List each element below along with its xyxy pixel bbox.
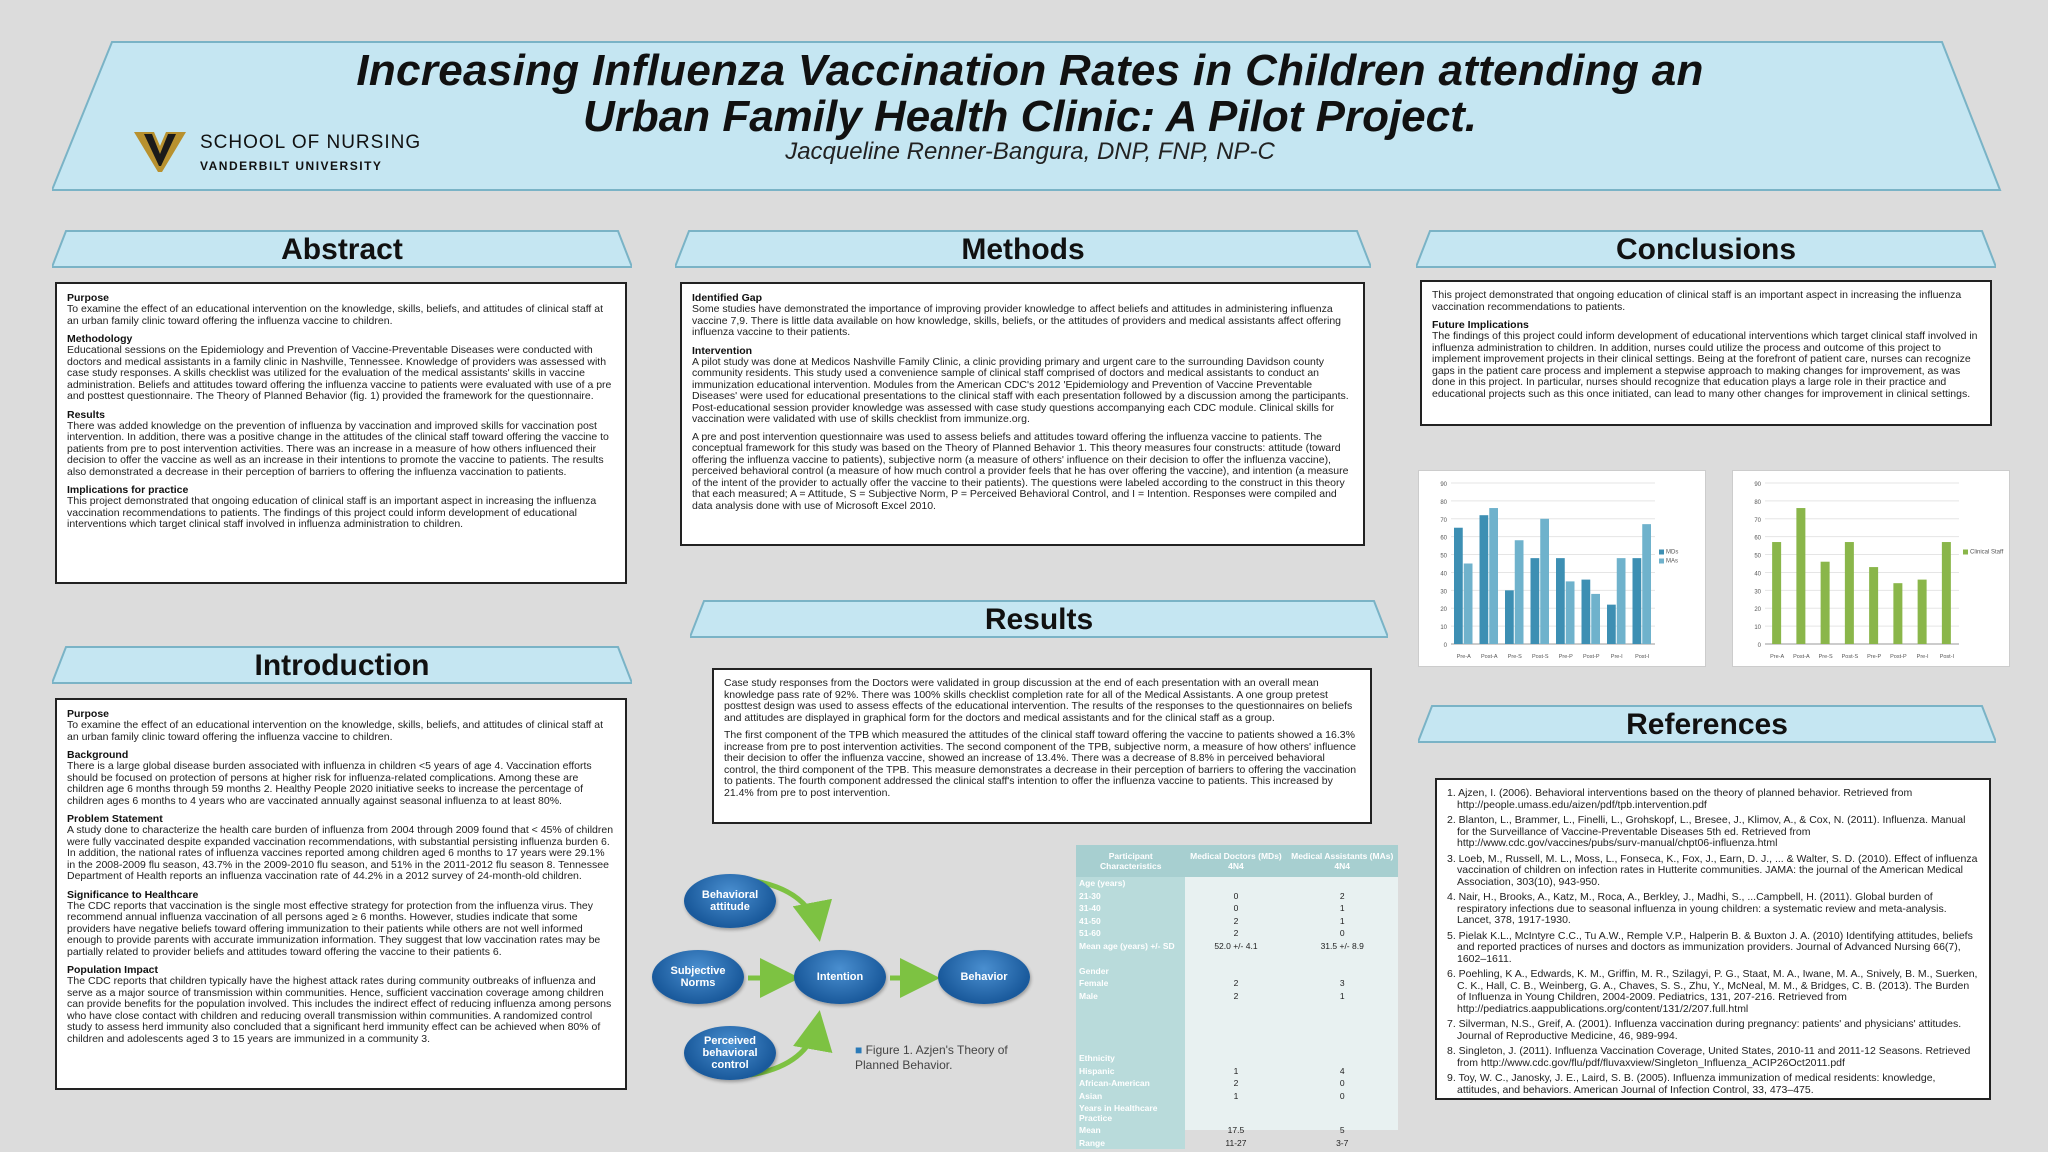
results-box xyxy=(712,668,1372,824)
abstract-implications-heading: Implications for practice xyxy=(67,484,189,496)
intro-significance-heading: Significance to Healthcare xyxy=(67,888,199,901)
table-cell: Ethnicity xyxy=(1076,1052,1185,1065)
y-tick-label: 20 xyxy=(1440,607,1447,614)
table-cell: 4 xyxy=(1339,1065,1345,1076)
table-cell: Female xyxy=(1076,977,1185,990)
bar xyxy=(1566,581,1575,644)
x-tick-label: Post-S xyxy=(1531,654,1549,660)
conclusions-paragraph: This project demonstrated that ongoing education of clinical staff is an important aspect in increasing the influenza vaccination recommendations to patients. xyxy=(1432,289,1962,313)
table-cell: 0 xyxy=(1233,903,1239,914)
table-cell: Range xyxy=(1076,1137,1185,1150)
y-tick-label: 80 xyxy=(1754,499,1761,506)
figure-caption xyxy=(855,1043,1055,1073)
table-cell: 1 xyxy=(1339,990,1345,1001)
table-header: Medical Doctors (MDs) 4N4 xyxy=(1185,845,1286,877)
table-row xyxy=(1076,1077,1398,1090)
x-tick-label: Pre-I xyxy=(1916,654,1929,660)
table-cell xyxy=(1286,952,1398,965)
table-row xyxy=(1076,1137,1398,1150)
bar xyxy=(1918,580,1927,644)
intro-purpose-heading: Purpose xyxy=(67,708,110,720)
table-cell: Mean xyxy=(1076,1124,1185,1137)
y-tick-label: 40 xyxy=(1754,571,1761,578)
bar xyxy=(1821,562,1830,644)
abstract-results-heading: Results xyxy=(67,408,105,421)
school-name: SCHOOL OF NURSING xyxy=(200,132,422,153)
table-row xyxy=(1076,927,1398,940)
table-cell xyxy=(1185,965,1286,978)
bar xyxy=(1505,590,1514,644)
y-tick-label: 60 xyxy=(1440,535,1447,542)
abstract-heading: Abstract xyxy=(281,233,403,266)
x-tick-label: Post-P xyxy=(1582,654,1600,660)
table-cell: 3 xyxy=(1339,978,1345,989)
y-tick-label: 90 xyxy=(1440,482,1447,488)
abstract-purpose-text: To examine the effect of an educational intervention on the knowledge, skills, beliefs, and attitudes of clinical staff at an urban family clinic toward offering the influenza vaccine to children. xyxy=(67,303,604,327)
y-tick-label: 70 xyxy=(1440,517,1447,524)
introduction-heading-banner xyxy=(52,646,632,684)
caption-bullet-icon: ■ xyxy=(855,1043,866,1057)
table-cell xyxy=(1185,1040,1286,1053)
intro-population-text: The CDC reports that children typically have the highest attack rates during community outbreaks of influenza and serve as a major source of transmission within communities. Hence, sufficient vaccination coverage among children can provide benefits for the population involved. This includes the indirect effect of reducing influenza among persons who have close contact with children and reducing overall transmission within communities. A randomized control study to assess herd immunity also concluded that a significant herd immunity effect can be achieved when 80% of children and adolescents aged 3 to 15 years are immunized in a community 3. xyxy=(67,975,612,1045)
conclusions-future-text: The findings of this project could inform development of educational interventions which target clinical staff involved in influenza administration to children. In addition, nurses could utilize the process and outcome of this project to implement improvement projects in their clinical settings. Being at the forefront of patient care, nurses can recognize gaps in the patient care process and implement a stepwise approach to making changes for improvement, as was done in this project. In particular, nurses should recognize that education plays a large role in their practice and educational projects such as this once initiated, can lead to many other changes for improvement in clinical settings. xyxy=(1432,330,1978,400)
bar xyxy=(1531,558,1540,644)
reference-item: 9. Toy, W. C., Janosky, J. E., Laird, S. B. (2005). Influenza immunization of medical residents: knowledge, attitudes, and behaviors. American Journal of Infection Control, 33, 473–475. xyxy=(1447,1072,1936,1096)
poster-title-line1: Increasing Influenza Vaccination Rates in Children attending an xyxy=(356,46,1704,95)
y-tick-label: 80 xyxy=(1440,499,1447,506)
chart-mds-mas-svg xyxy=(1419,471,1705,666)
table-cell xyxy=(1076,1002,1185,1015)
reference-item: 7. Silverman, N.S., Greif, A. (2001). Influenza vaccination during pregnancy: patients' and physicians' attitudes. Journal of Reproductive Medicine, 46, 989-994. xyxy=(1447,1018,1962,1042)
results-paragraph-2: The first component of the TPB which measured the attitudes of the clinical staff toward offering the vaccine to patients showed a 16.3% increase from pre to post intervention activities. The second component of the TPB, subjective norm, a measure of how others' influence their decision to offer the influenza vaccine, showed an increase of 13.4%. There was a decrease of 8.8% in perceived behavioral control, the third component of the TPB. This measure demonstrates a decrease in their perception of barriers to offering the vaccination to patients. The fourth component addressed the clinical staff's intention to offer the influenza vaccine to patients. This increased by 21.4% from pre to post intervention. xyxy=(724,729,1357,799)
bar xyxy=(1642,524,1651,644)
intro-population-heading: Population Impact xyxy=(67,964,159,976)
table-row xyxy=(1076,1040,1398,1053)
table-cell xyxy=(1076,952,1185,965)
abstract-results-text: There was added knowledge on the prevention of influenza by vaccination and improved skills for vaccination post intervention. In addition, there was a positive change in the attitudes of the clinical staff toward offering the vaccine to patients from pre to post intervention activities. There was an increase in a measure of how others influenced their decision to offer the vaccine as well as an increase in their intentions to promote the vaccine to patients. The results also demonstrated a decrease in their perception of barriers to offering the influenza vaccination to patients. xyxy=(67,419,609,478)
table-cell: Gender xyxy=(1076,965,1185,978)
abstract-purpose-heading: Purpose xyxy=(67,292,110,304)
bar xyxy=(1617,558,1626,644)
bar xyxy=(1942,542,1951,644)
abstract-methodology-heading: Methodology xyxy=(67,333,133,345)
chart-clinical-staff-svg xyxy=(1733,471,2009,666)
table-cell: 1 xyxy=(1339,915,1345,926)
table-cell: Years in Healthcare Practice xyxy=(1076,1102,1185,1124)
methods-gap-text: Some studies have demonstrated the importance of improving provider knowledge to affect beliefs and attitudes in administering influenza vaccine 7,9. There is little data available on how knowledge, skills, beliefs, or the attitudes of providers and medical assistants affect offering influenza vaccine to their patients. xyxy=(692,303,1342,338)
table-cell xyxy=(1286,1052,1398,1065)
bar xyxy=(1480,515,1489,644)
references-heading: References xyxy=(1626,708,1788,741)
table-cell: 5 xyxy=(1339,1125,1345,1136)
figure-caption-text: Figure 1. Azjen's Theory of Planned Behavior. xyxy=(855,1043,1008,1072)
reference-item: 1. Ajzen, I. (2006). Behavioral interventions based on the theory of planned behavior. Retrieved from http://people.umass.edu/aizen/pdf/tpb.intervention.pdf xyxy=(1447,787,1913,811)
reference-item: 6. Poehling, K A., Edwards, K. M., Griffin, M. R., Szilagyi, P. G., Staat, M. A., Iwane, M. A., Snively, B. M., Suerken, C. K., Hall, C. B., Weinberg, G. A., Chaves, S. S., Zhu, Y., McNeal, M. M., & Bridges, C. B. (2013). The Burden of Influenza in Young Children, 2004-2009. Pediatrics, 131, 207-216. Retrieved from http://pediatrics.aappublications.org/content/131/2/207.full.html xyxy=(1447,968,1978,1015)
conclusions-future-heading: Future Implications xyxy=(1432,319,1529,331)
bar xyxy=(1772,542,1781,644)
table-cell: 0 xyxy=(1339,1078,1345,1089)
table-cell: 2 xyxy=(1233,928,1239,939)
conclusions-box xyxy=(1420,280,1992,426)
y-tick-label: 90 xyxy=(1754,482,1761,488)
reference-item: 5. Pielak K.L., McIntyre C.C., Tu A.W., Remple V.P., Halperin B. & Buxton J. A. (2010) Identifying attitudes, beliefs and reported practices of nurses and doctors as immunization providers. Journal of Advanced Nursing 66(7), 1602–1611. xyxy=(1447,929,1973,965)
references-heading-banner xyxy=(1418,705,1996,743)
y-tick-label: 50 xyxy=(1754,553,1761,560)
poster-title-line2: Urban Family Health Clinic: A Pilot Project. xyxy=(582,92,1477,141)
reference-item: 2. Blanton, L., Brammer, L., Finelli, L., Grohskopf, L., Bresee, J., Klimov, A., & Cox, N. (2011). Influenza. Manual for the Surveillance of Vaccine-Preventable Diseases 5th ed. Retrieved from http://www.cdc.gov/vaccines/pubs/surv-manual/chpt06-influenza.html xyxy=(1447,814,1966,849)
table-cell xyxy=(1286,1002,1398,1015)
reference-item: 8. Singleton, J. (2011). Influenza Vaccination Coverage, United States, 2010-11 and 2011-12 Seasons. Retrieved from http://www.cdc.gov/flu/pdf/fluvaxview/Singleton_Influenza_ACIP26Oct2011.pdf xyxy=(1447,1045,1971,1069)
table-row xyxy=(1076,990,1398,1003)
methods-heading: Methods xyxy=(961,233,1085,266)
conclusions-heading-banner xyxy=(1416,230,1996,268)
y-tick-label: 10 xyxy=(1754,625,1761,632)
table-cell xyxy=(1286,1015,1398,1028)
y-tick-label: 50 xyxy=(1440,553,1447,560)
table-cell: 1 xyxy=(1233,1090,1239,1101)
reference-item: 4. Nair, H., Brooks, A., Katz, M., Roca, A., Berkley, J., Madhi, S., ...Campbell, H. (2011). Global burden of respiratory infections due to seasonal influenza in young children: a systematic review and meta-analysis. Lancet, 378, 1917-1930. xyxy=(1447,891,1947,926)
bar xyxy=(1556,558,1565,644)
methods-heading-banner xyxy=(675,230,1371,268)
bar xyxy=(1454,528,1463,644)
table-cell: Mean age (years) +/- SD xyxy=(1076,940,1185,953)
table-row xyxy=(1076,902,1398,915)
x-tick-label: Post-A xyxy=(1793,654,1810,660)
table-cell: 11-27 xyxy=(1225,1137,1247,1148)
legend-label: Clinical Staff xyxy=(1970,549,2004,556)
table-cell: 0 xyxy=(1233,890,1239,901)
participant-table-grid xyxy=(1076,845,1398,1149)
y-tick-label: 70 xyxy=(1754,517,1761,524)
legend-swatch xyxy=(1659,550,1664,555)
y-tick-label: 10 xyxy=(1440,625,1447,632)
table-header: Medical Assistants (MAs) 4N4 xyxy=(1286,845,1398,877)
table-cell xyxy=(1286,1027,1398,1040)
bar xyxy=(1796,508,1805,644)
table-cell: African-American xyxy=(1076,1077,1185,1090)
chart-clinical-staff xyxy=(1732,470,2010,667)
table-cell: 2 xyxy=(1339,890,1345,901)
abstract-box xyxy=(55,282,627,584)
table-cell xyxy=(1185,952,1286,965)
bar xyxy=(1489,508,1498,644)
university-name: VANDERBILT UNIVERSITY xyxy=(200,159,383,173)
bar xyxy=(1464,564,1473,645)
x-tick-label: Pre-I xyxy=(1610,654,1623,660)
abstract-methodology-text: Educational sessions on the Epidemiology and Prevention of Vaccine-Preventable Diseases were conducted with doctors and medical assistants in a family clinic in Nashville, Tennessee. Knowledge of providers was assessed with case study responses. A skills checklist was utilized for the evaluation of the medical assistants' skills in vaccine administration. Beliefs and attitudes toward offering the influenza vaccine to patients were evaluated with use of a pre and posttest questionnaire. The Theory of Planned Behavior (fig. 1) provided the framework for the questionnaire. xyxy=(67,344,612,402)
table-header: Participant Characteristics xyxy=(1076,845,1185,877)
table-cell: 3-7 xyxy=(1336,1137,1349,1148)
legend-swatch xyxy=(1963,550,1968,555)
table-row xyxy=(1076,877,1398,890)
table-row xyxy=(1076,1027,1398,1040)
table-cell: Asian xyxy=(1076,1090,1185,1103)
y-tick-label: 40 xyxy=(1440,571,1447,578)
conclusions-heading: Conclusions xyxy=(1615,233,1796,266)
bar xyxy=(1845,542,1854,644)
methods-intervention-heading: Intervention xyxy=(692,344,753,357)
table-cell: 2 xyxy=(1233,978,1239,989)
table-cell xyxy=(1185,1015,1286,1028)
legend-label: MDs xyxy=(1666,549,1679,556)
table-row xyxy=(1076,1002,1398,1015)
y-tick-label: 20 xyxy=(1754,607,1761,614)
poster-author: Jacqueline Renner-Bangura, DNP, FNP, NP-C xyxy=(785,138,1275,165)
table-cell: 17.5 xyxy=(1227,1125,1245,1136)
table-cell: Hispanic xyxy=(1076,1065,1185,1078)
table-cell: Age (years) xyxy=(1076,877,1185,890)
reference-item: 3. Loeb, M., Russell, M. L., Moss, L., Fonseca, K., Fox, J., Earn, D. J., ... & Walter, S. D. (2010). Effect of influenza vaccination of children on infection rates in Hutterite communities. JAMA: the journal of the American Medical Association, 303(10), 943-950. xyxy=(1447,852,1978,888)
tpb-node-perceived-control: Perceived behavioral control xyxy=(684,1026,776,1080)
table-cell: 0 xyxy=(1339,928,1345,939)
bar xyxy=(1633,558,1642,644)
x-tick-label: Post-S xyxy=(1841,654,1859,660)
table-cell xyxy=(1185,877,1286,890)
table-row xyxy=(1076,1124,1398,1137)
introduction-box xyxy=(55,698,627,1090)
methods-tpb-text: A pre and post intervention questionnaire was used to assess beliefs and attitudes toward offering the influenza vaccine to patients. The conceptual framework for this study was based on the Theory of Planned Behavior 1. This theory measures four constructs: attitude (toward offering the influenza vaccine to patients), subjective norm (a measure of others' influence on their decision to offer the influenza vaccine), perceived behavioral control (a measure of how much control a provider feels that he has over offering the vaccine), and intention (a measure of the intent of the provider to actually offer the vaccine to their patients). The questions were labeled according to the construct in this theory that each measured; A = Attitude, S = Subjective Norm, P = Perceived Behavioral Control, and I = Intention. Responses were compiled and data analysis done with use of Microsoft Excel 2010. xyxy=(692,430,1349,512)
x-tick-label: Pre-S xyxy=(1507,654,1522,660)
table-row xyxy=(1076,952,1398,965)
x-tick-label: Post-I xyxy=(1939,654,1955,660)
table-cell: 41-50 xyxy=(1076,915,1185,928)
x-tick-label: Pre-P xyxy=(1558,654,1573,660)
table-cell: 0 xyxy=(1339,1090,1345,1101)
references-box xyxy=(1435,778,1991,1100)
table-cell: 2 xyxy=(1233,915,1239,926)
legend-label: MAs xyxy=(1666,558,1678,565)
table-row xyxy=(1076,1052,1398,1065)
methods-box xyxy=(680,282,1365,546)
table-cell: 21-30 xyxy=(1076,890,1185,903)
results-heading: Results xyxy=(984,603,1094,636)
tpb-node-attitude: Behavioral attitude xyxy=(684,874,776,928)
table-row xyxy=(1076,1102,1398,1124)
tpb-node-behavior: Behavior xyxy=(938,950,1030,1004)
x-tick-label: Pre-A xyxy=(1456,654,1471,660)
table-cell: 51-60 xyxy=(1076,927,1185,940)
table-cell xyxy=(1185,1052,1286,1065)
intro-purpose-text: To examine the effect of an educational intervention on the knowledge, skills, beliefs, and attitudes of clinical staff at an urban family clinic toward offering the influenza vaccine to children. xyxy=(67,719,604,743)
table-cell: 52.0 +/- 4.1 xyxy=(1214,940,1258,951)
chart-mds-mas xyxy=(1418,470,1706,667)
table-cell xyxy=(1076,1015,1185,1028)
table-row xyxy=(1076,1015,1398,1028)
table-cell xyxy=(1286,965,1398,978)
table-body xyxy=(1076,877,1398,1149)
results-heading-banner xyxy=(690,600,1388,638)
x-tick-label: Pre-S xyxy=(1818,654,1833,660)
y-tick-label: 0 xyxy=(1443,643,1447,649)
bar xyxy=(1582,580,1591,644)
x-tick-label: Pre-P xyxy=(1867,654,1882,660)
participant-table xyxy=(1076,845,1398,1148)
table-row xyxy=(1076,1090,1398,1103)
table-row xyxy=(1076,965,1398,978)
table-cell: Male xyxy=(1076,990,1185,1003)
intro-problem-text: A study done to characterize the health care burden of influenza from 2004 through 2009 found that < 45% of children were fully vaccinated despite expanded vaccination recommendations, with substantial persisting influenza burden 6. In addition, the national rates of influenza vaccines reported among children aged 6 months to 17 years were 29.1% in the 2008-2009 flu season, 43.7% in the 2009-2010 flu season, and 51% in the 2011-2012 flu season 8. Tennessee Department of Health reports an influenza vaccination rate of 44.2% in a 2012 survey of 24-month-old children. xyxy=(67,824,614,882)
bar xyxy=(1607,605,1616,644)
table-cell xyxy=(1286,1040,1398,1053)
intro-background-heading: Background xyxy=(67,749,129,761)
table-cell xyxy=(1185,1102,1286,1124)
table-cell: 1 xyxy=(1339,903,1345,914)
vanderbilt-logo-icon xyxy=(132,130,188,174)
intro-significance-text: The CDC reports that vaccination is the single most effective strategy for protection from the influenza virus. They recommend annual influenza vaccination of all persons aged ≥ 6 months. However, studies indicate that some providers have negative beliefs toward offering immunization to their patients while others are not well informed enough to provide parents with accurate immunization information. They suggest that low vaccination rates may be partially related to provider beliefs and attitudes toward offering the vaccine to their patients 6. xyxy=(67,899,601,958)
y-tick-label: 0 xyxy=(1757,643,1761,649)
y-tick-label: 30 xyxy=(1440,589,1447,596)
table-cell: 1 xyxy=(1233,1065,1239,1076)
table-row xyxy=(1076,940,1398,953)
y-tick-label: 60 xyxy=(1754,535,1761,542)
table-cell xyxy=(1185,1002,1286,1015)
tpb-node-intention: Intention xyxy=(794,950,886,1004)
table-row xyxy=(1076,1065,1398,1078)
table-cell: 31.5 +/- 8.9 xyxy=(1320,940,1364,951)
legend-swatch xyxy=(1659,559,1664,564)
table-cell xyxy=(1286,877,1398,890)
bar xyxy=(1591,594,1600,644)
table-row xyxy=(1076,890,1398,903)
x-tick-label: Post-A xyxy=(1480,654,1498,660)
introduction-heading: Introduction xyxy=(254,649,430,682)
abstract-heading-banner xyxy=(52,230,632,268)
x-tick-label: Pre-A xyxy=(1770,654,1785,660)
table-cell xyxy=(1185,1027,1286,1040)
abstract-implications-text: This project demonstrated that ongoing education of clinical staff is an important aspect in increasing the influenza vaccination recommendations to patients. The findings of this project could inform development of educational interventions which target clinical staff involved in influenza administration to children. xyxy=(67,495,597,530)
table-row xyxy=(1076,977,1398,990)
table-cell xyxy=(1286,1102,1398,1124)
table-cell xyxy=(1076,1027,1185,1040)
bar xyxy=(1893,583,1902,644)
tpb-node-subjective-norms: Subjective Norms xyxy=(652,950,744,1004)
y-tick-label: 30 xyxy=(1754,589,1761,596)
bar xyxy=(1869,567,1878,644)
intro-background-text: There is a large global disease burden associated with influenza in children <5 years of age 4. Vaccination efforts should be focused on protection of persons at higher risk for influenza-related complications. Among these are children age 6 months through 59 months 2. Healthy People 2020 initiative seeks to increase the percentage of children ages 6 months to 4 years who are vaccinated annually against seasonal influenza to at least 80%. xyxy=(67,760,592,807)
table-cell: 31-40 xyxy=(1076,902,1185,915)
x-tick-label: Post-P xyxy=(1890,654,1907,660)
table-row xyxy=(1076,915,1398,928)
table-cell xyxy=(1076,1040,1185,1053)
bar xyxy=(1515,540,1524,644)
table-cell: 2 xyxy=(1233,990,1239,1001)
table-cell: 2 xyxy=(1233,1078,1239,1089)
methods-intervention-text: A pilot study was done at Medicos Nashville Family Clinic, a clinic providing primary and urgent care to the surrounding Davidson county community residents. This study used a convenience sample of clinical staff comprised of doctors and medical assistants to conduct an immunization educational intervention. Modules from the American CDC's 2012 'Epidemiology and Prevention of Vaccine Preventable Diseases' were used for educational presentations to the clinical staff with each presentation followed by a discussion among the participants. Post-educational session provider knowledge was assessed with case study questions accompanying each CDC module. Clinical skills for vaccination were validated with use of skills checklist from immunize.org. xyxy=(692,355,1349,425)
results-paragraph-1: Case study responses from the Doctors were validated in group discussion at the end of each presentation with an overall mean knowledge pass rate of 92%. There was 100% skills checklist completion rate for all of the Medical Assistants. A one group pretest posttest design was used to assess effects of the educational intervention. The results of the responses to the questionnaires on beliefs and attitudes are displayed in graphical form for the doctors and medical assistants and for the clinical staff as a group. xyxy=(724,677,1353,724)
intro-problem-heading: Problem Statement xyxy=(67,813,163,825)
bar xyxy=(1540,519,1549,644)
x-tick-label: Post-I xyxy=(1635,654,1650,660)
methods-gap-heading: Identified Gap xyxy=(692,292,763,304)
